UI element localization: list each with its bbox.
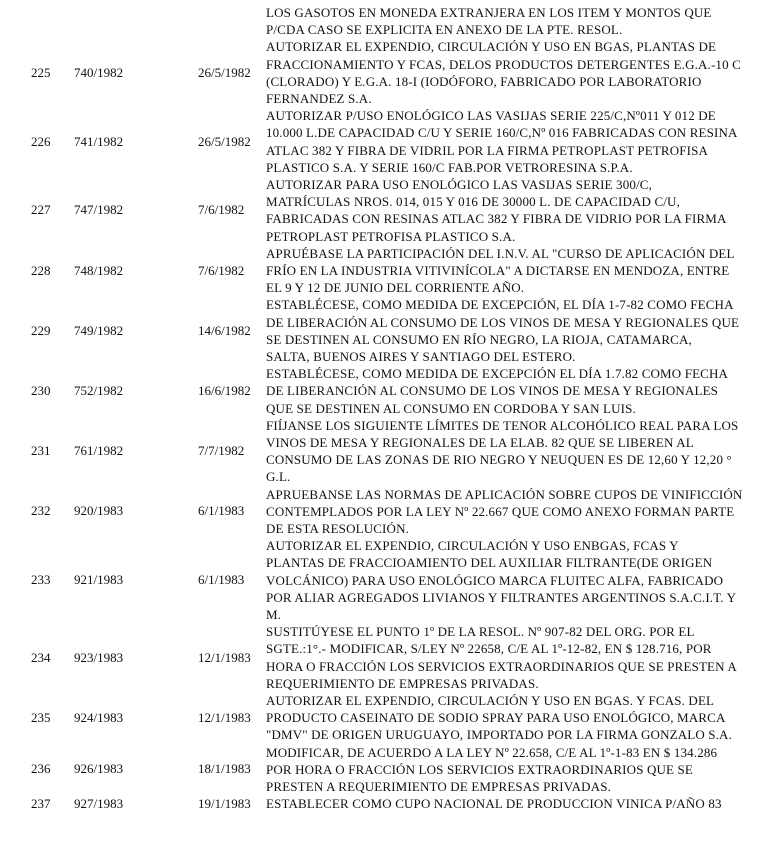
resolution-date: 7/6/1982 <box>198 262 245 278</box>
description-line: SE DESTINEN AL CONSUMO EN RÍO NEGRO, LA RIOJA, CATAMARCA, <box>266 331 692 347</box>
resolution-date: 16/6/1982 <box>198 383 251 398</box>
resolution-number: 740/1982 <box>74 64 124 80</box>
description-line: AUTORIZAR P/USO ENOLÓGICO LAS VASIJAS SERIE 225/C,Nº011 Y 012 DE <box>266 108 716 124</box>
resolution-description <box>266 623 766 692</box>
resolution-date: 7/6/1982 <box>198 202 245 218</box>
row-number: 235 <box>31 709 51 725</box>
description-line: APRUEBANSE LAS NORMAS DE APLICACIÓN SOBRE CUPOS DE VINIFICCIÓN <box>266 486 743 502</box>
description-line: REQUERIMIENTO DE EMPRESAS PRIVADAS. <box>266 675 539 691</box>
description-line: DE ESTA RESOLUCIÓN. <box>266 521 410 536</box>
resolution-description <box>266 537 766 623</box>
description-line: CONTEMPLADOS POR LA LEY Nº 22.667 QUE COMO ANEXO FORMAN PARTE <box>266 503 735 519</box>
resolution-date: 6/1/1983 <box>198 503 245 519</box>
description-line: ESTABLÉCESE, COMO MEDIDA DE EXCEPCIÓN, EL DÍA 1-7-82 COMO FECHA <box>266 297 734 313</box>
row-number: 236 <box>31 761 51 777</box>
resolution-number: 926/1983 <box>74 761 124 777</box>
continuation-line: LOS GASOTOS EN MONEDA EXTRANJERA EN LOS ITEM Y MONTOS QUE <box>266 5 712 20</box>
description-line: 10.000 L.DE CAPACIDAD C/U Y SERIE 160/C,Nº 016 FABRICADAS CON RESINA <box>266 125 738 141</box>
description-line: AUTORIZAR EL EXPENDIO, CIRCULACIÓN Y USO EN BGAS. Y FCAS. DEL <box>266 693 715 708</box>
resolution-number: 761/1982 <box>74 443 124 459</box>
description-line: VINOS DE MESA Y REGIONALES DE LA ELAB. 82 QUE SE LIBEREN AL <box>266 435 694 450</box>
resolution-description <box>266 486 766 538</box>
description-line: HORA O FRACCIÓN LOS SERVICIOS EXTRAORDINARIOS QUE SE PRESTEN A <box>266 658 737 674</box>
description-line: AUTORIZAR PARA USO ENOLÓGICO LAS VASIJAS SERIE 300/C, <box>266 177 652 192</box>
resolution-description <box>266 176 766 245</box>
description-line: PLANTAS DE FRACCIOAMIENTO DEL AUXILIAR FILTRANTE(DE ORIGEN <box>266 555 713 571</box>
description-line: QUE SE DESTINEN AL CONSUMO EN CORDOBA Y SAN LUIS. <box>266 400 636 416</box>
resolution-description <box>266 365 766 417</box>
description-line: "DMV" DE ORIGEN URUGUAYO, IMPORTADO POR LA FIRMA GONZALO S.A. <box>266 727 732 743</box>
resolution-date: 7/7/1982 <box>198 443 245 459</box>
description-line: PRODUCTO CASEINATO DE SODIO SPRAY PARA USO ENOLÓGICO, MARCA <box>266 710 726 726</box>
row-number: 232 <box>31 503 51 519</box>
resolution-date: 26/5/1982 <box>198 133 251 149</box>
row-number: 226 <box>31 133 51 149</box>
row-number: 237 <box>31 795 51 811</box>
description-line: POR HORA O FRACCIÓN LOS SERVICIOS EXTRAORDINARIOS QUE SE <box>266 761 694 777</box>
resolution-description <box>266 417 766 486</box>
description-line: FRACCIONAMIENTO Y FCAS, DELOS PRODUCTOS DETERGENTES E.G.A.-10 C <box>266 56 741 72</box>
description-line: DE LIBERACIÓN AL CONSUMO DE LOS VINOS DE MESA Y REGIONALES QUE <box>266 314 740 330</box>
description-line: PRESTEN A REQUERIMIENTO DE EMPRESAS PRIVADAS. <box>266 779 612 794</box>
description-line: FRÍO EN LA INDUSTRIA VITIVINÍCOLA" A DICTARSE EN MENDOZA, ENTRE <box>266 263 730 278</box>
resolution-description <box>266 38 766 107</box>
row-number: 234 <box>31 649 51 665</box>
description-line: ESTABLECER COMO CUPO NACIONAL DE PRODUCCION VINICA P/AÑO 83 <box>266 796 722 812</box>
resolution-date: 19/1/1983 <box>198 795 251 811</box>
row-number: 231 <box>31 443 51 459</box>
row-number: 229 <box>31 322 51 338</box>
description-line: SUSTITÚYESE EL PUNTO 1º DE LA RESOL. Nº 907-82 DEL ORG. POR EL <box>266 624 695 640</box>
description-line: POR ALIAR AGREGADOS LIVIANOS Y FILTRANTES ARGENTINOS S.A.C.I.T. Y <box>266 589 737 605</box>
resolution-number: 749/1982 <box>74 322 124 338</box>
description-line: MATRÍCULAS NROS. 014, 015 Y 016 DE 30000 L. DE CAPACIDAD C/U, <box>266 194 680 210</box>
description-line: FERNANDEZ S.A. <box>266 91 372 106</box>
resolution-number: 748/1982 <box>74 262 124 278</box>
description-line: VOLCÁNICO) PARA USO ENOLÓGICO MARCA FLUITEC ALFA, FABRICADO <box>266 572 724 588</box>
row-number: 227 <box>31 202 51 218</box>
resolution-number: 747/1982 <box>74 202 124 218</box>
description-line: SALTA, BUENOS AIRES Y SANTIAGO DEL ESTERO. <box>266 349 576 364</box>
resolution-number: 920/1983 <box>74 503 124 519</box>
description-line: MODIFICAR, DE ACUERDO A LA LEY Nº 22.658, C/E AL 1º-1-83 EN $ 134.286 <box>266 744 718 760</box>
continuation-text <box>266 4 766 38</box>
resolution-description <box>266 245 766 297</box>
row-number: 230 <box>31 383 51 398</box>
description-line: G.L. <box>266 469 291 485</box>
description-line: DE LIBERANCIÓN AL CONSUMO DE LOS VINOS DE MESA Y REGIONALES <box>266 383 719 399</box>
continuation-line: P/CDA CASO SE EXPLICITA EN ANEXO DE LA PTE. RESOL. <box>266 22 623 38</box>
resolution-description <box>266 296 766 365</box>
resolution-number: 921/1983 <box>74 572 124 588</box>
resolution-date: 12/1/1983 <box>198 709 251 725</box>
description-line: FIÍJANSE LOS SIGUIENTE LÍMITES DE TENOR ALCOHÓLICO REAL PARA LOS <box>266 417 739 433</box>
row-number: 225 <box>31 64 51 80</box>
description-line: ATLAC 382 Y FIBRA DE VIDRIL POR LA FIRMA PETROPLAST PETROFISA <box>266 142 709 158</box>
description-line: EL 9 Y 12 DE JUNIO DEL CORRIENTE AÑO. <box>266 280 525 296</box>
resolution-number: 924/1983 <box>74 709 124 725</box>
description-line: CONSUMO DE LAS ZONAS DE RIO NEGRO Y NEUQUEN ES DE 12,60 Y 12,20 ° <box>266 452 732 468</box>
resolution-date: 26/5/1982 <box>198 64 251 80</box>
row-number: 228 <box>31 262 51 278</box>
description-line: SGTE.:1°.- MODIFICAR, S/LEY Nº 22658, C/E AL 1º-12-82, EN $ 128.716, POR <box>266 641 712 657</box>
resolution-description <box>266 692 766 744</box>
description-line: APRUÉBASE LA PARTICIPACIÓN DEL I.N.V. AL "CURSO DE APLICACIÓN DEL <box>266 245 735 261</box>
description-line: PETROPLAST PETROFISA PLASTICO S.A. <box>266 228 516 244</box>
resolution-date: 6/1/1983 <box>198 572 245 588</box>
description-line: ESTABLÉCESE, COMO MEDIDA DE EXCEPCIÓN EL DÍA 1.7.82 COMO FECHA <box>266 366 729 382</box>
description-line: (CLORADO) Y E.G.A. 18-I (IODÓFORO, FABRICADO POR LABORATORIO <box>266 73 702 89</box>
resolution-date: 12/1/1983 <box>198 649 251 665</box>
resolution-date: 14/6/1982 <box>198 322 251 338</box>
resolution-number: 752/1982 <box>74 383 124 398</box>
resolution-date: 18/1/1983 <box>198 761 251 777</box>
description-line: AUTORIZAR EL EXPENDIO, CIRCULACIÓN Y USO EN BGAS, PLANTAS DE <box>266 39 717 55</box>
description-line: M. <box>266 607 282 622</box>
row-number: 233 <box>31 572 51 588</box>
resolution-description <box>266 744 766 796</box>
description-line: PLASTICO S.A. Y SERIE 160/C FAB.POR VETRORESINA S.P.A. <box>266 159 633 175</box>
resolution-description <box>266 795 766 812</box>
resolution-number: 741/1982 <box>74 133 124 149</box>
resolution-number: 923/1983 <box>74 649 124 665</box>
resolution-number: 927/1983 <box>74 795 124 811</box>
resolution-description <box>266 107 766 176</box>
description-line: FABRICADAS CON RESINAS ATLAC 382 Y FIBRA DE VIDRIO POR LA FIRMA <box>266 211 727 227</box>
description-line: AUTORIZAR EL EXPENDIO, CIRCULACIÓN Y USO ENBGAS, FCAS Y <box>266 538 679 554</box>
